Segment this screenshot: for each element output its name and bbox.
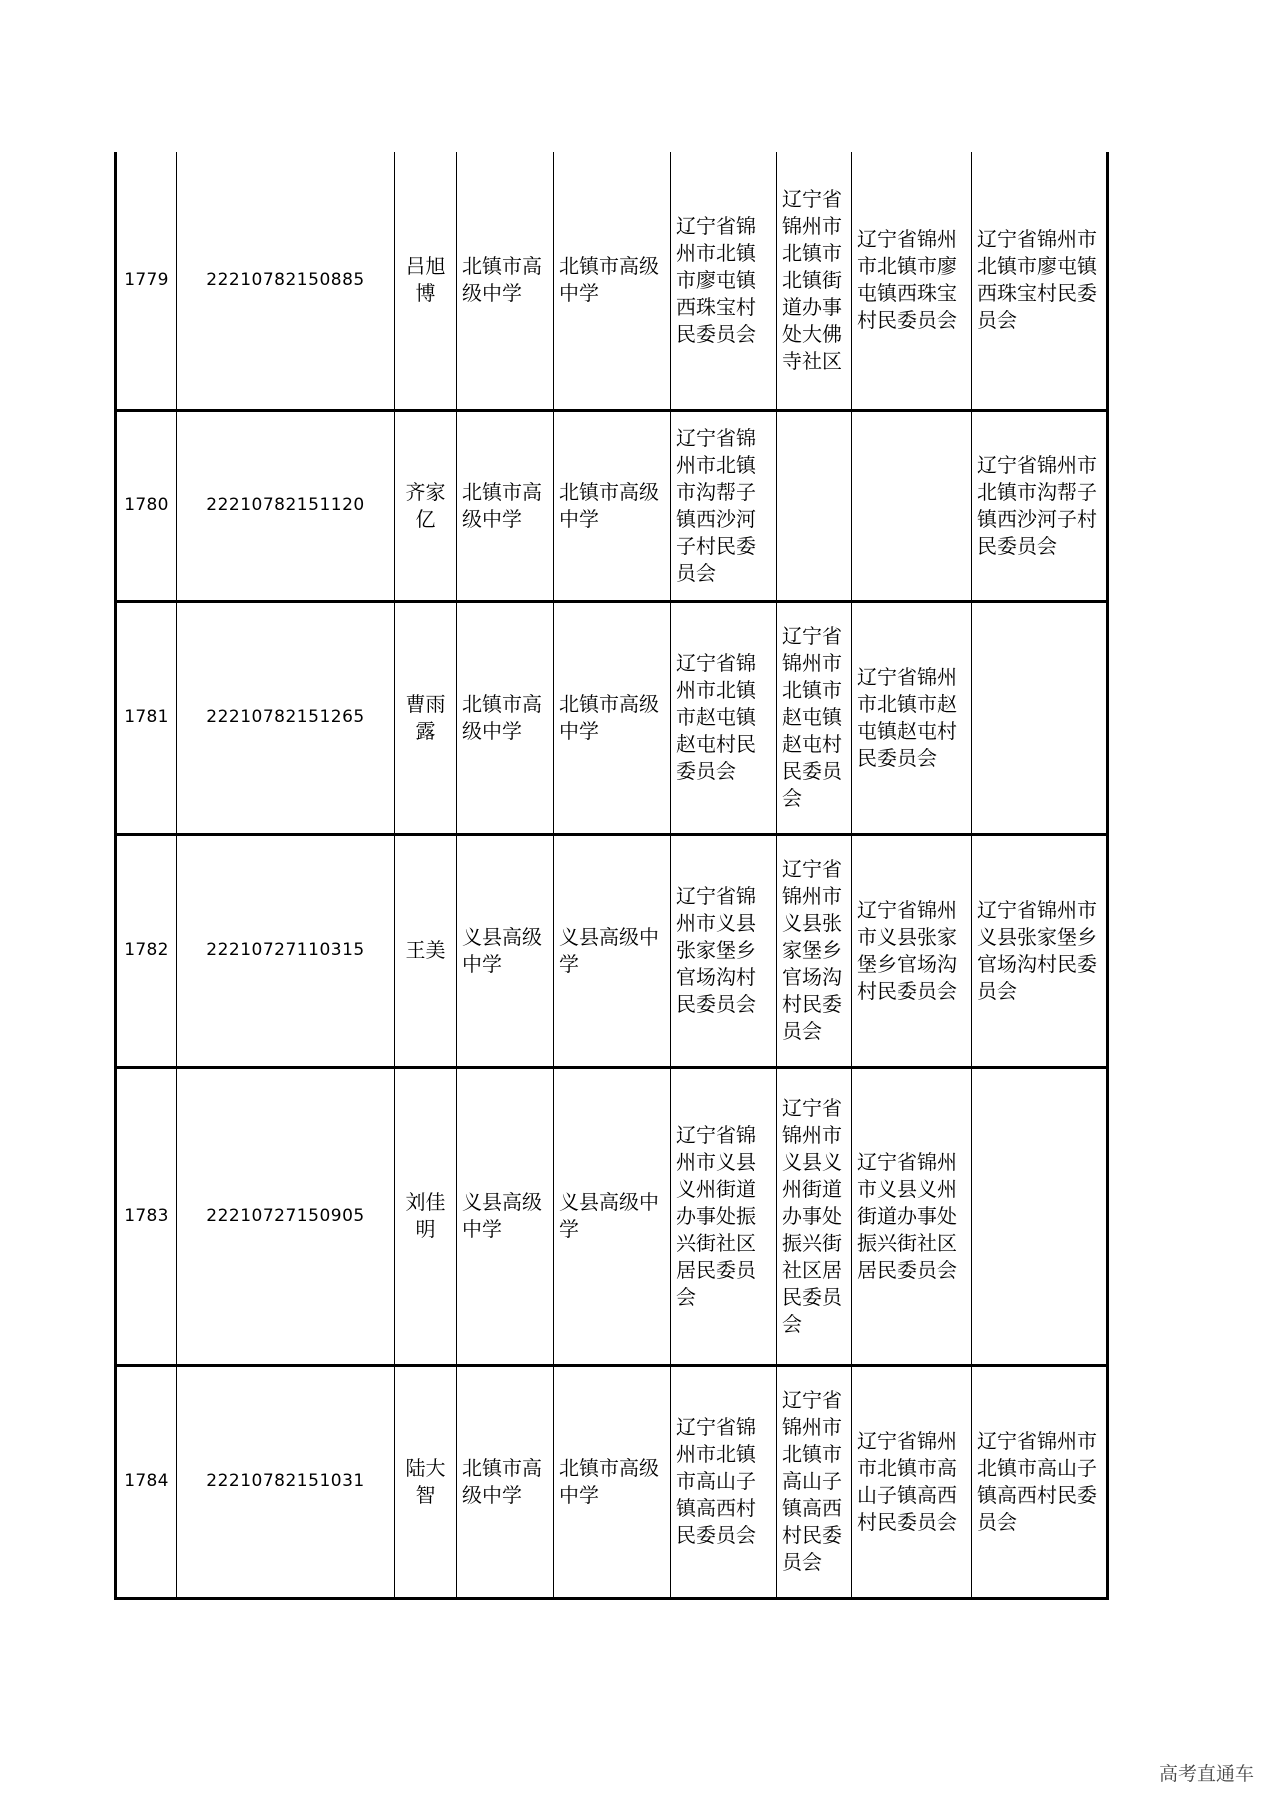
guardian-address-cell: 辽宁省锦州市北镇市赵屯镇赵屯村民委员会 xyxy=(852,601,972,834)
residence-address-cell: 辽宁省锦州市北镇市高山子镇高西村民委员会 xyxy=(777,1365,852,1598)
watermark-text: 高考直通车 xyxy=(1158,1763,1254,1785)
seq-cell: 1779 xyxy=(116,152,177,410)
student-name-cell: 曹雨露 xyxy=(395,601,457,834)
parent-address-cell: 辽宁省锦州市北镇市高山子镇高西村民委员会 xyxy=(972,1365,1108,1598)
seq-cell: 1784 xyxy=(116,1365,177,1598)
parent-address-cell: 辽宁省锦州市义县张家堡乡官场沟村民委员会 xyxy=(972,834,1108,1067)
student-name-cell: 陆大智 xyxy=(395,1365,457,1598)
table-row xyxy=(116,1067,1108,1365)
parent-address-cell xyxy=(972,601,1108,834)
exam-number-cell: 22210782150885 xyxy=(177,152,395,410)
graduating-school-cell: 北镇市高级中学 xyxy=(457,152,554,410)
residence-address-cell: 辽宁省锦州市义县张家堡乡官场沟村民委员会 xyxy=(777,834,852,1067)
exam-number-cell: 22210727110315 xyxy=(177,834,395,1067)
student-name-cell: 吕旭博 xyxy=(395,152,457,410)
graduating-school-cell: 北镇市高级中学 xyxy=(457,410,554,601)
residence-address-cell: 辽宁省锦州市北镇市赵屯镇赵屯村民委员会 xyxy=(777,601,852,834)
school-cell: 北镇市高级中学 xyxy=(554,410,671,601)
parent-address-cell: 辽宁省锦州市北镇市廖屯镇西珠宝村民委员会 xyxy=(972,152,1108,410)
household-address-cell: 辽宁省锦州市北镇市廖屯镇西珠宝村民委员会 xyxy=(671,152,777,410)
graduating-school-cell: 义县高级中学 xyxy=(457,834,554,1067)
guardian-address-cell: 辽宁省锦州市北镇市廖屯镇西珠宝村民委员会 xyxy=(852,152,972,410)
household-address-cell: 辽宁省锦州市北镇市沟帮子镇西沙河子村民委员会 xyxy=(671,410,777,601)
table-row xyxy=(116,410,1108,601)
table-row xyxy=(116,834,1108,1067)
residence-address-cell xyxy=(777,410,852,601)
household-address-cell: 辽宁省锦州市北镇市高山子镇高西村民委员会 xyxy=(671,1365,777,1598)
parent-address-cell xyxy=(972,1067,1108,1365)
household-address-cell: 辽宁省锦州市义县义州街道办事处振兴街社区居民委员会 xyxy=(671,1067,777,1365)
table-row xyxy=(116,1365,1108,1598)
school-cell: 义县高级中学 xyxy=(554,834,671,1067)
exam-number-cell: 22210782151120 xyxy=(177,410,395,601)
table-row xyxy=(116,152,1108,410)
seq-cell: 1782 xyxy=(116,834,177,1067)
residence-address-cell: 辽宁省锦州市义县义州街道办事处振兴街社区居民委员会 xyxy=(777,1067,852,1365)
school-cell: 北镇市高级中学 xyxy=(554,601,671,834)
exam-number-cell: 22210782151265 xyxy=(177,601,395,834)
school-cell: 北镇市高级中学 xyxy=(554,1365,671,1598)
school-cell: 义县高级中学 xyxy=(554,1067,671,1365)
seq-cell: 1780 xyxy=(116,410,177,601)
guardian-address-cell: 辽宁省锦州市义县义州街道办事处振兴街社区居民委员会 xyxy=(852,1067,972,1365)
parent-address-cell: 辽宁省锦州市北镇市沟帮子镇西沙河子村民委员会 xyxy=(972,410,1108,601)
student-name-cell: 王美 xyxy=(395,834,457,1067)
student-name-cell: 刘佳明 xyxy=(395,1067,457,1365)
graduating-school-cell: 义县高级中学 xyxy=(457,1067,554,1365)
student-name-cell: 齐家亿 xyxy=(395,410,457,601)
residence-address-cell: 辽宁省锦州市北镇市北镇街道办事处大佛寺社区 xyxy=(777,152,852,410)
seq-cell: 1783 xyxy=(116,1067,177,1365)
guardian-address-cell xyxy=(852,410,972,601)
seq-cell: 1781 xyxy=(116,601,177,834)
exam-number-cell: 22210782151031 xyxy=(177,1365,395,1598)
guardian-address-cell: 辽宁省锦州市北镇市高山子镇高西村民委员会 xyxy=(852,1365,972,1598)
exam-number-cell: 22210727150905 xyxy=(177,1067,395,1365)
household-address-cell: 辽宁省锦州市义县张家堡乡官场沟村民委员会 xyxy=(671,834,777,1067)
graduating-school-cell: 北镇市高级中学 xyxy=(457,1365,554,1598)
household-address-cell: 辽宁省锦州市北镇市赵屯镇赵屯村民委员会 xyxy=(671,601,777,834)
graduating-school-cell: 北镇市高级中学 xyxy=(457,601,554,834)
school-cell: 北镇市高级中学 xyxy=(554,152,671,410)
table-row xyxy=(116,601,1108,834)
guardian-address-cell: 辽宁省锦州市义县张家堡乡官场沟村民委员会 xyxy=(852,834,972,1067)
roster-table xyxy=(114,152,1109,1600)
